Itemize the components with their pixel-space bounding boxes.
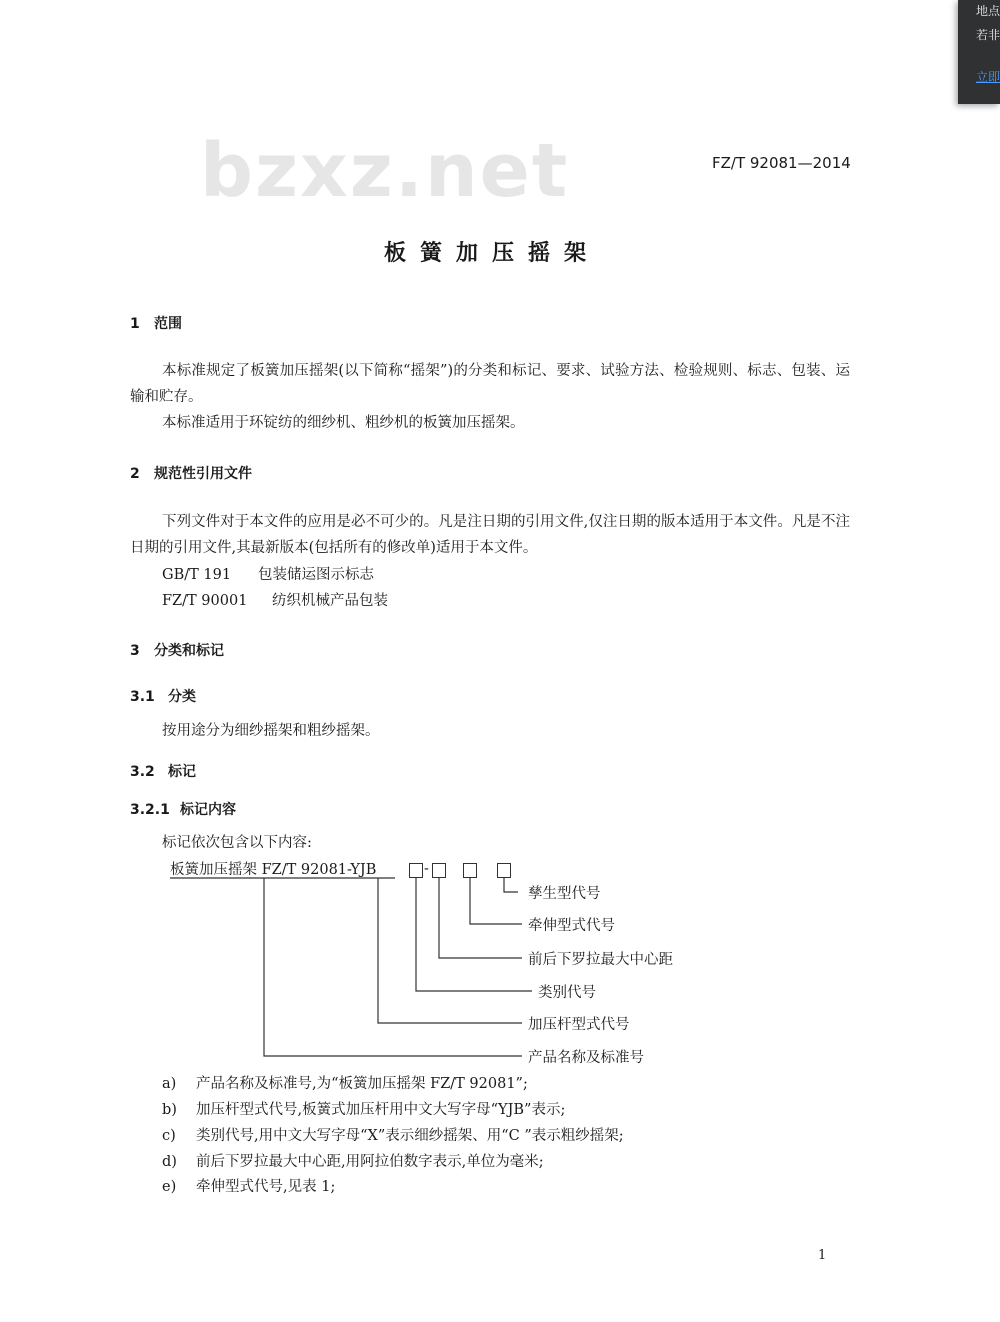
marking-box-4 (497, 863, 511, 878)
reference-code: GB/T 191 (162, 567, 232, 583)
list-text: 牵伸型式代号,见表 1; (196, 1179, 336, 1195)
list-item (162, 1072, 528, 1093)
standard-code: FZ/T 92081—2014 (712, 154, 851, 172)
list-key: a) (162, 1076, 177, 1092)
list-text: 产品名称及标准号,为“板簧加压摇架 FZ/T 92081”; (196, 1076, 528, 1092)
marking-label: 孳生型代号 (528, 886, 601, 902)
marking-box-1 (409, 863, 423, 878)
marking-box-2 (432, 863, 446, 878)
section-title: 标记内容 (180, 802, 236, 818)
section-title: 范围 (154, 316, 182, 332)
marking-label: 前后下罗拉最大中心距 (528, 952, 673, 968)
list-text: 加压杆型式代号,板簧式加压杆用中文大写字母“YJB”表示; (196, 1102, 566, 1118)
list-text: 前后下罗拉最大中心距,用阿拉伯数字表示,单位为毫米; (196, 1154, 544, 1170)
list-key: c) (162, 1128, 176, 1144)
references-paragraph: 下列文件对于本文件的应用是必不可少的。凡是注日期的引用文件,仅注日期的版本适用于本文件。凡是不注日期的引用文件,其最新版本(包括所有的修改单)适用于本文件。 (130, 514, 850, 556)
section-title: 分类和标记 (154, 643, 224, 659)
reference-name: 包装储运图示标志 (258, 567, 374, 583)
marking-label: 类别代号 (538, 985, 596, 1001)
reference-name: 纺织机械产品包装 (272, 593, 388, 609)
watermark-logo: bzxz.net (200, 128, 570, 214)
page-number: 1 (818, 1248, 827, 1263)
list-item (162, 1098, 565, 1119)
marking-prefix: 板簧加压摇架 FZ/T 92081-YJB (170, 862, 377, 878)
scope-paragraph-1: 本标准规定了板簧加压摇架(以下简称“摇架”)的分类和标记、要求、试验方法、检验规则、标志、包装、运输和贮存。 (130, 363, 850, 405)
list-item (162, 1150, 544, 1171)
section-3-1-heading (130, 686, 196, 706)
marking-box-3 (463, 863, 477, 878)
section-title: 分类 (168, 689, 196, 705)
marking-label: 产品名称及标准号 (528, 1050, 644, 1066)
section-number: 1 (130, 316, 140, 332)
popup-line-2: 若非 (976, 28, 1000, 42)
list-item (162, 1124, 624, 1145)
section-3-2-1-heading (130, 799, 236, 819)
popup-line-1: 地点 (976, 4, 1000, 18)
list-text: 类别代号,用中文大写字母“X”表示细纱摇架、用“C ”表示粗纱摇架; (196, 1128, 624, 1144)
list-key: b) (162, 1102, 177, 1118)
section-1-heading (130, 313, 182, 333)
section-3-2-heading (130, 761, 196, 781)
section-title: 标记 (168, 764, 196, 780)
marking-dash: - (424, 861, 429, 877)
section-number: 3.1 (130, 689, 155, 705)
scope-paragraph-2: 本标准适用于环锭纺的细纱机、粗纱机的板簧加压摇架。 (162, 415, 525, 431)
list-key: d) (162, 1154, 177, 1170)
section-number: 3.2.1 (130, 802, 170, 818)
marking-intro: 标记依次包含以下内容: (162, 835, 312, 851)
list-key: e) (162, 1179, 177, 1195)
section-3-heading (130, 640, 224, 660)
marking-label: 牵伸型式代号 (528, 918, 615, 934)
popup-link[interactable]: 立即 (976, 70, 1000, 84)
document-title: 板簧加压摇架 (384, 240, 601, 266)
list-item (162, 1175, 335, 1196)
section-title: 规范性引用文件 (154, 466, 252, 482)
reference-code: FZ/T 90001 (162, 593, 248, 609)
reference-item (162, 563, 374, 584)
section-number: 2 (130, 466, 140, 482)
reference-item (162, 589, 388, 610)
notification-popup[interactable] (958, 0, 1000, 104)
section-number: 3 (130, 643, 140, 659)
section-2-heading (130, 463, 252, 483)
section-number: 3.2 (130, 764, 155, 780)
marking-label: 加压杆型式代号 (528, 1017, 630, 1033)
classification-text: 按用途分为细纱摇架和粗纱摇架。 (162, 723, 380, 739)
